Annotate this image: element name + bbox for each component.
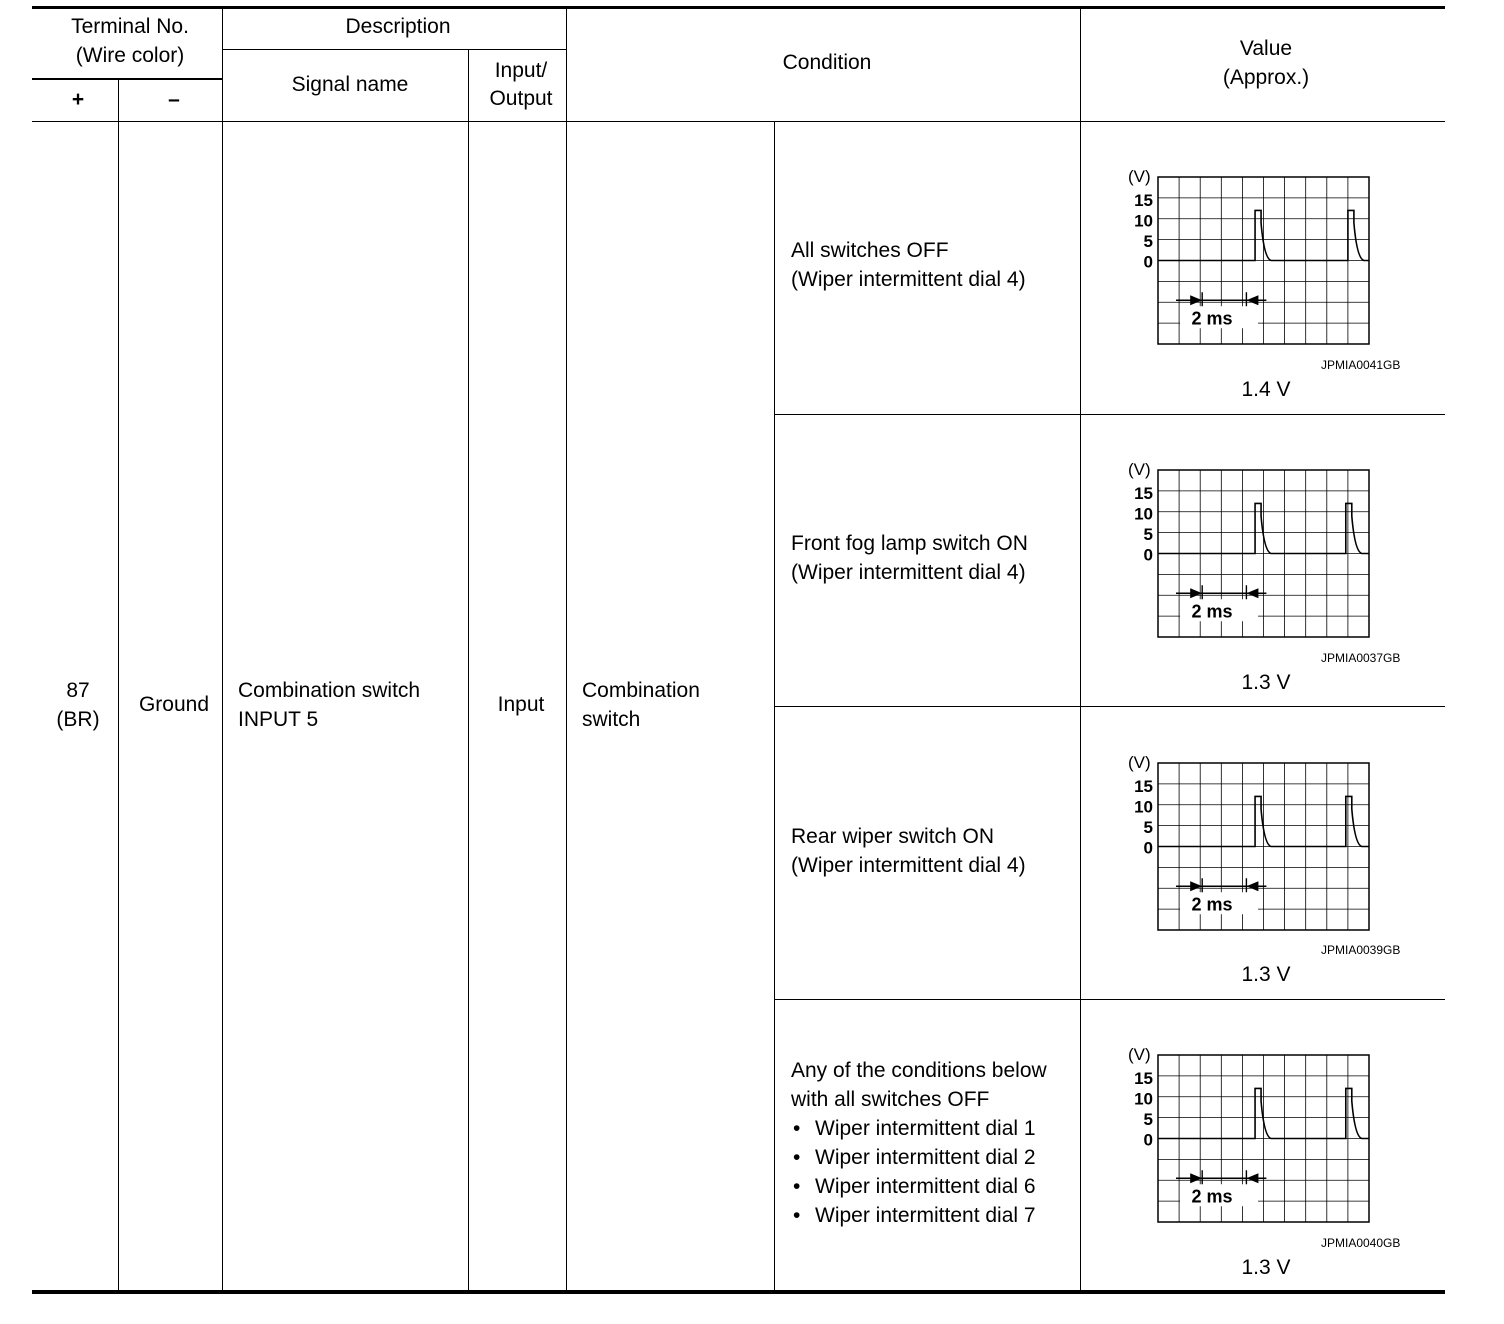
time-marker-arrow bbox=[1246, 1173, 1258, 1183]
time-scale-label: 2 ms bbox=[1191, 1186, 1233, 1207]
terminal-plus-number: 87 bbox=[66, 679, 90, 702]
time-marker-arrow bbox=[1246, 295, 1258, 305]
time-scale-label: 2 ms bbox=[1191, 601, 1233, 622]
col-divider-signal bbox=[468, 50, 469, 1291]
terminal-sub-rule bbox=[32, 78, 222, 80]
table-top-rule bbox=[32, 6, 1445, 9]
terminal-minus: Ground bbox=[138, 693, 210, 716]
header-value: Value bbox=[1239, 37, 1293, 60]
condition-1-line1: All switches OFF bbox=[791, 239, 949, 262]
col-divider-condition bbox=[774, 122, 775, 1291]
header-plus: + bbox=[71, 88, 85, 111]
scope-y-tick: 0 bbox=[1143, 252, 1153, 272]
scope-y-tick: 5 bbox=[1143, 525, 1153, 544]
time-marker-arrow bbox=[1246, 588, 1258, 598]
scope-y-tick: 10 bbox=[1134, 504, 1153, 524]
condition-4-bullet bbox=[791, 1143, 1047, 1172]
figure-id-1: JPMIA0041GB bbox=[1321, 358, 1401, 372]
scope-unit-label: (V) bbox=[1128, 1045, 1151, 1064]
time-marker-arrow bbox=[1246, 881, 1258, 891]
condition-3-line1: Rear wiper switch ON bbox=[791, 825, 995, 848]
col-divider-terminal bbox=[222, 7, 223, 1291]
header-signal-name: Signal name bbox=[291, 73, 409, 96]
terminal-plus-color: (BR) bbox=[56, 708, 100, 731]
row-divider-2 bbox=[775, 706, 1445, 707]
value-2: 1.3 V bbox=[1241, 671, 1291, 694]
header-wire-color: (Wire color) bbox=[75, 44, 185, 67]
scope-y-tick: 15 bbox=[1134, 777, 1153, 796]
condition-main-line2: switch bbox=[582, 708, 641, 731]
condition-2-line2: (Wiper intermittent dial 4) bbox=[791, 561, 1026, 584]
condition-2-line1: Front fog lamp switch ON bbox=[791, 532, 1028, 555]
scope-y-tick: 10 bbox=[1134, 1089, 1153, 1109]
condition-4-bullet bbox=[791, 1172, 1047, 1201]
scope-y-tick: 10 bbox=[1134, 797, 1153, 817]
scope-y-tick: 10 bbox=[1134, 211, 1153, 231]
scope-unit-label: (V) bbox=[1128, 167, 1151, 186]
scope-y-tick: 5 bbox=[1143, 1110, 1153, 1129]
figure-id-4: JPMIA0040GB bbox=[1321, 1236, 1401, 1250]
figure-id-3: JPMIA0039GB bbox=[1321, 943, 1401, 957]
value-1: 1.4 V bbox=[1241, 378, 1291, 401]
scope-unit-label: (V) bbox=[1128, 460, 1151, 479]
col-divider-value bbox=[1080, 7, 1081, 1291]
condition-3-text bbox=[791, 822, 1026, 880]
scope-y-tick: 15 bbox=[1134, 484, 1153, 503]
header-bottom-rule bbox=[32, 121, 1445, 122]
bullet-text: Wiper intermittent dial 7 bbox=[815, 1204, 1036, 1227]
condition-4-bullet bbox=[791, 1114, 1047, 1143]
col-divider-io bbox=[566, 7, 567, 1291]
value-3: 1.3 V bbox=[1241, 963, 1291, 986]
scope-y-tick: 15 bbox=[1134, 1069, 1153, 1088]
condition-2-text bbox=[791, 529, 1028, 587]
row-divider-3 bbox=[775, 999, 1445, 1000]
condition-4-text bbox=[791, 1056, 1047, 1230]
header-input-output-1: Input/ bbox=[494, 59, 548, 82]
time-scale-label: 2 ms bbox=[1191, 894, 1233, 915]
bullet-text: Wiper intermittent dial 6 bbox=[815, 1175, 1036, 1198]
header-input-output-2: Output bbox=[489, 87, 553, 110]
col-divider-plus-minus bbox=[118, 80, 119, 1291]
figure-id-2: JPMIA0037GB bbox=[1321, 651, 1401, 665]
scope-y-tick: 5 bbox=[1143, 232, 1153, 251]
scope-y-tick: 15 bbox=[1134, 191, 1153, 210]
bullet-text: Wiper intermittent dial 2 bbox=[815, 1146, 1036, 1169]
bullet-icon: • bbox=[793, 1175, 801, 1198]
row-divider-1 bbox=[775, 414, 1445, 415]
value-4: 1.3 V bbox=[1241, 1256, 1291, 1279]
condition-1-line2: (Wiper intermittent dial 4) bbox=[791, 268, 1026, 291]
header-approx: (Approx.) bbox=[1222, 66, 1310, 89]
condition-4-bullet bbox=[791, 1201, 1047, 1230]
condition-4-line1: Any of the conditions below bbox=[791, 1059, 1047, 1082]
condition-main-line1: Combination bbox=[582, 679, 700, 702]
time-scale-label: 2 ms bbox=[1191, 308, 1233, 329]
scope-unit-label: (V) bbox=[1128, 753, 1151, 772]
header-terminal-no: Terminal No. bbox=[71, 15, 189, 38]
scope-y-tick: 0 bbox=[1143, 545, 1153, 565]
condition-4-line2: with all switches OFF bbox=[791, 1088, 990, 1111]
description-sub-rule bbox=[222, 49, 567, 50]
header-condition: Condition bbox=[782, 51, 872, 74]
bullet-icon: • bbox=[793, 1146, 801, 1169]
scope-y-tick: 0 bbox=[1143, 838, 1153, 858]
input-output-value: Input bbox=[497, 693, 545, 716]
bullet-text: Wiper intermittent dial 1 bbox=[815, 1117, 1036, 1140]
scope-y-tick: 0 bbox=[1143, 1130, 1153, 1150]
bullet-icon: • bbox=[793, 1117, 801, 1140]
condition-1-text bbox=[791, 236, 1026, 294]
signal-name-line2: INPUT 5 bbox=[238, 708, 319, 731]
table-bottom-rule bbox=[32, 1290, 1445, 1294]
header-minus: – bbox=[168, 88, 180, 111]
scope-y-tick: 5 bbox=[1143, 818, 1153, 837]
header-description: Description bbox=[345, 15, 451, 38]
bullet-icon: • bbox=[793, 1204, 801, 1227]
condition-3-line2: (Wiper intermittent dial 4) bbox=[791, 854, 1026, 877]
signal-name-line1: Combination switch bbox=[238, 679, 421, 702]
